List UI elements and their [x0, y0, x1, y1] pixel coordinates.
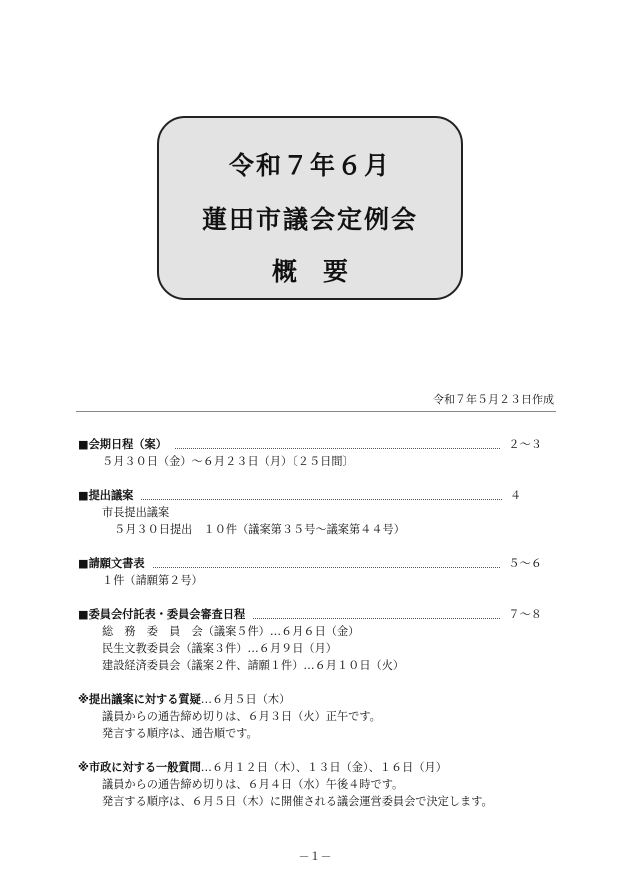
note-general-questions: [78, 759, 542, 810]
section-heading: [78, 555, 542, 572]
page-number: －１－: [298, 850, 332, 863]
section-petitions: [78, 555, 542, 589]
section-heading: [78, 487, 542, 504]
dot-leader: [175, 448, 501, 449]
note-label: ※市政に対する一般質問: [78, 761, 201, 774]
section-pages: ７～８: [508, 608, 542, 621]
section-heading: [78, 606, 542, 623]
note-date: …６月１２日（木）、１３日（金）、１６日（月）: [200, 761, 447, 774]
section-line: 総 務 委 員 会（議案５件）…６月６日（金）: [102, 625, 360, 638]
section-line: 建設経済委員会（議案２件、請願１件）…６月１０日（火）: [102, 659, 405, 672]
section-label: ■会期日程（案）: [78, 438, 167, 451]
section-subheading: 市長提出議案: [102, 506, 170, 519]
section-pages: ２～３: [508, 438, 542, 451]
dot-leader: [141, 499, 502, 500]
note-label: ※提出議案に対する質疑: [78, 693, 201, 706]
note-line: 発言する順序は、通告順です。: [102, 727, 258, 740]
note-date: …６月５日（木）: [200, 693, 291, 706]
title-council: 蓮田市議会定例会: [201, 205, 418, 234]
section-line: ５月３０日（金）～６月２３日（月）〔２５日間〕: [102, 455, 354, 468]
section-label: ■委員会付託表・委員会審査日程: [78, 608, 246, 621]
section-line: １件（請願第２号）: [102, 574, 203, 587]
note-line: 発言する順序は、６月５日（木）に開催される議会運営委員会で決定します。: [102, 795, 493, 808]
note-heading: [78, 759, 542, 776]
section-pages: ４: [510, 489, 522, 502]
section-committees: [78, 606, 542, 674]
divider: [76, 411, 556, 412]
title-overview: 概要: [271, 257, 374, 286]
note-heading: [78, 691, 542, 708]
section-line: 民生文教委員会（議案３件）…６月９日（月）: [102, 642, 337, 655]
note-line: 議員からの通告締め切りは、６月３日（火）正午です。: [102, 710, 381, 723]
created-date: 令和７年５月２３日作成: [433, 393, 554, 406]
section-label: ■請願文書表: [78, 557, 145, 570]
title-box: [157, 116, 463, 300]
section-label: ■提出議案: [78, 489, 134, 502]
section-bills: [78, 487, 542, 538]
note-line: 議員からの通告締め切りは、６月４日（水）午後４時です。: [102, 778, 404, 791]
note-bill-questions: [78, 691, 542, 742]
section-heading: [78, 436, 542, 453]
title-session: 令和７年６月: [228, 151, 391, 180]
section-pages: ５～６: [508, 557, 542, 570]
dot-leader: [253, 618, 500, 619]
table-of-contents: [78, 436, 542, 827]
section-schedule: [78, 436, 542, 470]
dot-leader: [153, 567, 501, 568]
section-line: ５月３０日提出 １０件（議案第３５号～議案第４４号）: [114, 523, 405, 536]
